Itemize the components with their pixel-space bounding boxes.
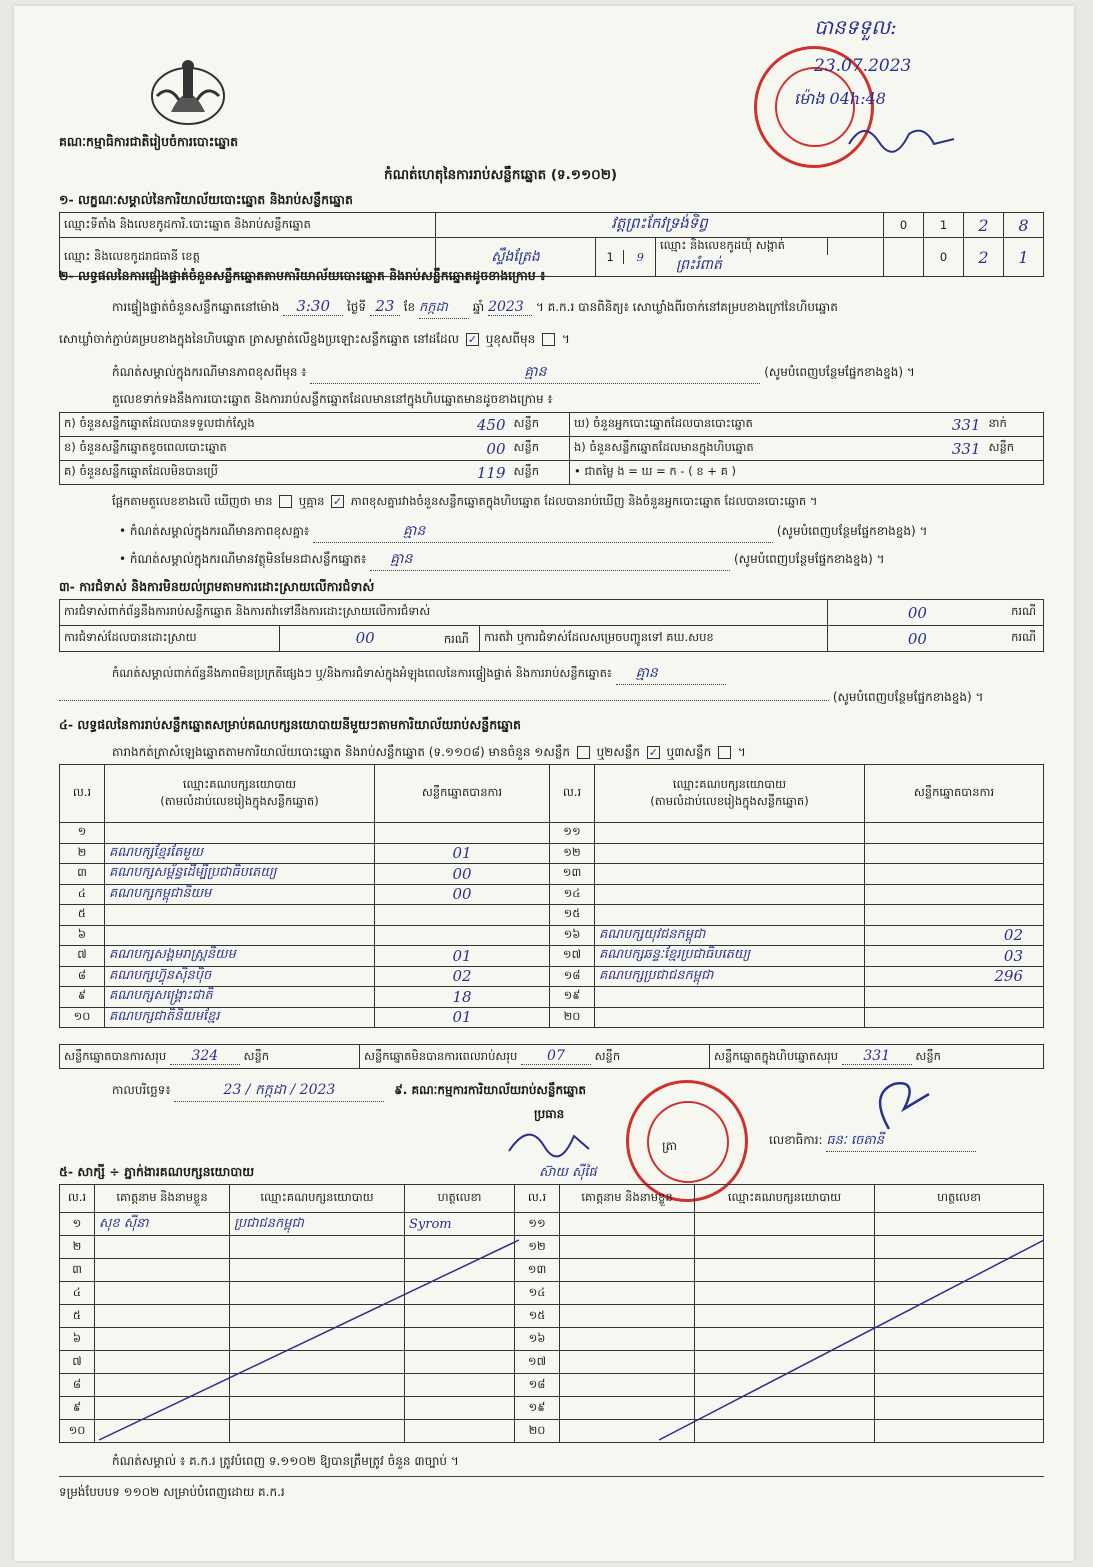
table-row <box>60 987 1044 1008</box>
compare-text-c: ភាពខុសគ្នារវាងចំនួនសន្លឹកឆ្នោតក្នុងហិបឆ្នោត ដែលបានរាប់ឃើញ និងចំនួនអ្នកបោះឆ្នោត ដែលបានបោះឆ្នោត ។ <box>350 494 818 508</box>
witness-no: ១១ <box>515 1213 560 1236</box>
commune-value: ព្រះរំពាត់ <box>676 257 722 273</box>
col-votes-left: សន្លឹកឆ្នោតបានការ <box>375 765 550 823</box>
party-results-table <box>59 764 1044 1028</box>
date-value: 23 / កក្កដា / 2023 <box>174 1080 384 1102</box>
party-no: ៨ <box>60 966 105 987</box>
one-sheet-checkbox[interactable] <box>577 746 590 759</box>
party-name <box>595 987 865 1008</box>
party-name <box>595 1007 865 1028</box>
witness-party: ប្រជាជនកម្ពុជា <box>230 1213 405 1236</box>
total-box-value: 331 <box>842 1048 912 1065</box>
party-votes <box>865 843 1044 864</box>
w-col-sign-left: ហត្ថលេខា <box>405 1185 515 1213</box>
party-no: ១២ <box>550 843 595 864</box>
witness-no: ១៦ <box>515 1328 560 1351</box>
party-no: ១០ <box>60 1007 105 1028</box>
verify-month: កក្កដា <box>419 299 469 319</box>
bullet2-label: • កំណត់សម្គាល់ក្នុងករណីមានវត្ថុមិនមែនជាសន្លឹកឆ្នោត៖ <box>119 552 367 566</box>
receipt-time: ម៉ោង 04h:48 <box>794 89 886 108</box>
w-col-no-left: ល.រ <box>60 1185 95 1213</box>
party-no: ៩ <box>60 987 105 1008</box>
difference-fill-hint: (សូមបំពេញបន្ថែមផ្នែកខាងខ្នង) ។ <box>764 365 915 379</box>
col-no-left: ល.រ <box>60 765 105 823</box>
witness-no: ១៣ <box>515 1259 560 1282</box>
party-votes <box>865 823 1044 844</box>
fig-c-label: គ) ចំនួនសន្លឹកឆ្នោតដែលមិនបានប្រើ <box>60 461 390 485</box>
sheet-count-line: តារាងកត់ត្រាសំឡេងឆ្នោតតាមការិយាល័យបោះឆ្នោត និងរាប់សន្លឹកឆ្នោត (ទ.១១០៨) មានចំនួន ១សន្លឹក ឬ២សន្លឹក ✓ ឬ៣សន្លឹក ។ <box>112 745 746 759</box>
table-row <box>60 905 1044 926</box>
party-name <box>595 864 865 885</box>
party-votes: 01 <box>375 946 550 967</box>
witness-no: ១៤ <box>515 1282 560 1305</box>
party-votes: 18 <box>375 987 550 1008</box>
secretary-label: លេខាធិការ: <box>769 1133 823 1147</box>
party-name <box>105 823 375 844</box>
different-checkbox[interactable] <box>542 333 555 346</box>
party-name <box>105 905 375 926</box>
bullet1-label: • កំណត់សម្គាល់ក្នុងករណីមានភាពខុសគ្នា៖ <box>119 524 310 538</box>
station-code-1: 0 <box>884 213 924 238</box>
witness-no: ១០ <box>60 1420 95 1443</box>
footer-rule <box>59 1476 1044 1477</box>
party-no: ១ <box>60 823 105 844</box>
three-sheets-checkbox[interactable] <box>718 746 731 759</box>
witness-no: ១៧ <box>515 1351 560 1374</box>
irregularity-note-label: កំណត់សម្គាល់ពាក់ព័ន្ធនឹងភាពមិនប្រក្រតីផ្សេងៗ ឬ/និងការជំទាស់ក្នុងអំឡុងពេលនៃការផ្ទៀងផ្ទាត់ និងការរាប់សន្លឹកឆ្នោត៖ <box>112 666 612 680</box>
section5-title: ៥- សាក្សី ÷ ភ្នាក់ងារគណបក្សនយោបាយ <box>59 1164 255 1179</box>
receiver-signature <box>844 114 964 167</box>
party-name <box>595 905 865 926</box>
party-name: គណបក្សសង្គមរាស្ត្រនិយម <box>105 946 375 967</box>
difference-note-value: គ្មាន <box>310 362 760 384</box>
date-label: កាលបរិច្ឆេទ៖ <box>112 1083 171 1097</box>
two-sheets-label: ឬ២សន្លឹក <box>596 745 641 759</box>
verify-time: 3:30 <box>283 297 343 316</box>
verify-text-d: ឆ្នាំ <box>472 300 485 314</box>
witness-no: ៩ <box>60 1397 95 1420</box>
province-code-2: 9 <box>636 250 644 264</box>
fig-e-label: ង) ចំនួនសន្លឹកឆ្នោតដែលមានក្នុងហិបឆ្នោត <box>570 437 900 461</box>
party-name: គណបក្សសម្ព័ន្ធដើម្បីប្រជាធិបតេយ្យ <box>105 864 375 885</box>
fig-formula: • ជាតម្លៃ ង = ឃ = ក - ( ខ + គ ) <box>570 461 1044 485</box>
party-no: ១៧ <box>550 946 595 967</box>
w-col-party-right: ឈ្មោះគណបក្សនយោបាយ <box>695 1185 875 1213</box>
party-votes <box>865 864 1044 885</box>
witness-no: ៧ <box>60 1351 95 1374</box>
bullet1-value: គ្មាន <box>313 521 773 543</box>
province-label: ឈ្មោះ និងលេខកូដរាជធានី ខេត្ត <box>60 238 436 277</box>
fig-a-label: ក) ចំនួនសន្លឹកឆ្នោតដែលបានទទួលជាក់ស្តែង <box>60 413 390 437</box>
w-col-sign-right: ហត្ថលេខា <box>875 1185 1044 1213</box>
difference-note-label: កំណត់សម្គាល់ក្នុងករណីមានភាពខុសពីមុន ៖ <box>112 365 307 379</box>
objections-unit: ករណី <box>1007 600 1043 626</box>
bullet2-value: គ្មាន <box>370 549 730 571</box>
party-votes: 01 <box>375 843 550 864</box>
witness-no: ២ <box>60 1236 95 1259</box>
party-no: ៤ <box>60 884 105 905</box>
party-no: ១៥ <box>550 905 595 926</box>
nec-emblem-icon <box>149 56 227 128</box>
col-party-sub-right: (តាមលំដាប់លេខរៀងក្នុងសន្លឹកឆ្នោត) <box>650 793 809 808</box>
verify-text-b: ថ្ងៃទី <box>347 300 367 314</box>
col-no-right: ល.រ <box>550 765 595 823</box>
doc-title: កំណត់ហេតុនៃការរាប់សន្លឹកឆ្នោត (ទ.១១០២) <box>384 167 618 183</box>
table-row <box>60 823 1044 844</box>
party-votes <box>865 884 1044 905</box>
commune-code-2: 2 <box>964 238 1004 277</box>
verify-text-c: ខែ <box>403 300 416 314</box>
fig-d-label: ឃ) ចំនួនអ្នកបោះឆ្នោតដែលបានបោះឆ្នោត <box>570 413 900 437</box>
irregularity-fill-hint: (សូមបំពេញបន្ថែមផ្នែកខាងខ្នង) ។ <box>832 690 984 704</box>
col-party-right: ឈ្មោះគណបក្សនយោបាយ <box>672 776 787 791</box>
difference-note-line <box>112 362 1042 384</box>
table-row <box>60 925 1044 946</box>
party-votes <box>375 925 550 946</box>
witness-no: ៤ <box>60 1282 95 1305</box>
party-no: ២ <box>60 843 105 864</box>
verification-line-2 <box>59 331 570 349</box>
has-difference-checkbox[interactable] <box>279 495 292 508</box>
table-row <box>60 884 1044 905</box>
total-valid-unit: សន្លឹក <box>243 1048 270 1063</box>
same-as-before-checkbox[interactable]: ✓ <box>467 333 478 346</box>
commune-code-1: 0 <box>924 238 964 277</box>
fig-a-unit: សន្លឹក <box>510 413 570 437</box>
fig-c-unit: សន្លឹក <box>510 461 570 485</box>
party-no: ៥ <box>60 905 105 926</box>
resolved-label: ការជំទាស់ដែលបានដោះស្រាយ <box>60 626 280 652</box>
chair-label: ប្រធាន <box>534 1107 565 1121</box>
total-valid-label: សន្លឹកឆ្នោតបានការសរុប <box>64 1048 167 1063</box>
irregularity-note <box>112 663 1042 685</box>
party-no: ១១ <box>550 823 595 844</box>
objections-value: 00 <box>827 600 1007 626</box>
witness-name: សុខ ស៊ីនា <box>95 1213 230 1236</box>
fig-b-unit: សន្លឹក <box>510 437 570 461</box>
total-invalid-value: 07 <box>521 1048 591 1065</box>
verify-text-2: សោឃ្លាំចាក់ភ្ជាប់គម្របខាងក្នុងនៃហិបឆ្នោត ត្រាសម្ងាត់លើខ្នងប្រឡោះសន្លឹកឆ្នោត នៅដដែល <box>59 332 460 346</box>
bullet1-hint: (សូមបំពេញបន្ថែមផ្នែកខាងខ្នង) ។ <box>776 524 928 538</box>
form-note: ទម្រង់បែបបទ ១១០២ សម្រាប់បំពេញដោយ គ.ក.រ <box>59 1485 285 1499</box>
secretary-line <box>769 1132 976 1152</box>
compare-text-b: ឬគ្មាន <box>298 494 325 508</box>
commune-code-3: 1 <box>1004 238 1044 277</box>
party-votes <box>375 905 550 926</box>
party-votes: 01 <box>375 1007 550 1028</box>
seal-label: ត្រា <box>662 1139 677 1153</box>
fig-c-value: 119 <box>390 461 510 485</box>
section1-title: ១- លក្ខណៈសម្គាល់នៃការិយាល័យបោះឆ្នោត និងរាប់សន្លឹកឆ្នោត <box>59 192 353 207</box>
party-votes: 03 <box>865 946 1044 967</box>
party-no: ៣ <box>60 864 105 885</box>
party-no: ១៩ <box>550 987 595 1008</box>
verify-text-tail: ។ <box>561 332 570 346</box>
footnote: កំណត់សម្គាល់ ៖ គ.ក.រ ត្រូវបំពេញ ទ.១១០២ ឱ្យបានត្រឹមត្រូវ ចំនួន ៣ច្បាប់ ។ <box>112 1454 459 1468</box>
fig-a-value: 450 <box>390 413 510 437</box>
w-col-name-left: គោត្តនាម និងនាមខ្លួន <box>95 1185 230 1213</box>
party-votes <box>865 987 1044 1008</box>
party-no: ៦ <box>60 925 105 946</box>
party-no: ១៦ <box>550 925 595 946</box>
figures-table <box>59 412 1044 485</box>
fig-b-value: 00 <box>390 437 510 461</box>
fig-e-value: 331 <box>900 437 985 461</box>
total-invalid-label: សន្លឹកឆ្នោតមិនបានការពេលរាប់សរុប <box>364 1048 518 1063</box>
section2-title: ២- លទ្ធផលនៃការផ្ទៀងផ្ទាត់ចំនួនសន្លឹកឆ្នោតតាមការិយាល័យបោះឆ្នោត និងរាប់សន្លឹកឆ្នោតដូចខាងក្រោម ៖ <box>59 268 546 283</box>
witness-no: ១៥ <box>515 1305 560 1328</box>
fig-d-unit: នាក់ <box>985 413 1044 437</box>
resolved-unit: ករណី <box>443 631 469 646</box>
secretary-name: ធនៈ ចេតានី <box>826 1132 976 1152</box>
station-name-value: វត្តព្រះកែវទ្រង់ទិព្វ <box>436 213 884 238</box>
witness-no: ៣ <box>60 1259 95 1282</box>
chair-signature <box>504 1121 594 1164</box>
party-no: ២០ <box>550 1007 595 1028</box>
w-col-no-right: ល.រ <box>515 1185 560 1213</box>
verify-day: 23 <box>370 297 400 316</box>
w-col-party-left: ឈ្មោះគណបក្សនយោបាយ <box>230 1185 405 1213</box>
table-row <box>60 946 1044 967</box>
witness-no: ១២ <box>515 1236 560 1259</box>
party-name: គណបក្សប្រជាជនកម្ពុជា <box>595 966 865 987</box>
party-votes: 296 <box>865 966 1044 987</box>
party-name <box>105 925 375 946</box>
no-difference-checkbox[interactable]: ✓ <box>333 495 343 508</box>
party-name: គណបក្សសង្គ្រោះជាតិ <box>105 987 375 1008</box>
witness-no: ១ <box>60 1213 95 1236</box>
witness-no: ៥ <box>60 1305 95 1328</box>
party-name: គណបក្សហ៊្វុនស៊ិនប៉ិច <box>105 966 375 987</box>
party-name: គណបក្សឆន្ទៈខ្មែរប្រជាធិបតេយ្យ <box>595 946 865 967</box>
party-votes: 02 <box>865 925 1044 946</box>
province-value: ស្ទឹងត្រែង <box>436 238 596 277</box>
party-no: ១៣ <box>550 864 595 885</box>
witness-no: ១៨ <box>515 1374 560 1397</box>
table-row <box>60 1007 1044 1028</box>
verify-text-alt: ឬខុសពីមុន <box>485 332 536 346</box>
bullet2-line <box>119 549 1039 571</box>
party-votes <box>375 823 550 844</box>
party-name: គណបក្សជាតិនិយមខ្មែរ <box>105 1007 375 1028</box>
party-name <box>595 823 865 844</box>
section3-title: ៣- ការជំទាស់ និងការមិនយល់ព្រមតាមការដោះស្រាយលើការជំទាស់ <box>59 579 375 594</box>
forwarded-label: ការតវ៉ា ឬការជំទាស់ដែលសម្រេចបញ្ជូនទៅ គឃ.សបខ <box>480 626 828 652</box>
objections-label: ការជំទាស់ពាក់ព័ន្ធនឹងការរាប់សន្លឹកឆ្នោត និងការតវ៉ាទៅនឹងការដោះស្រាយលើការជំទាស់ <box>60 600 828 626</box>
compare-text-a: ផ្អែកតាមតួលេខខាងលើ ឃើញថា មាន <box>112 494 273 508</box>
party-no: ១៨ <box>550 966 595 987</box>
station-code-3: 2 <box>964 213 1004 238</box>
verification-line-1 <box>112 297 1042 319</box>
org-name: គណៈកម្មាធិការជាតិរៀបចំការបោះឆ្នោត <box>59 134 239 149</box>
objections-table <box>59 599 1044 652</box>
total-box-unit: សន្លឹក <box>915 1048 941 1063</box>
forwarded-value: 00 <box>827 626 1007 652</box>
party-votes: 00 <box>375 884 550 905</box>
party-votes: 00 <box>375 864 550 885</box>
party-name <box>595 843 865 864</box>
sheet-count-text: តារាងកត់ត្រាសំឡេងឆ្នោតតាមការិយាល័យបោះឆ្នោត និងរាប់សន្លឹកឆ្នោត (ទ.១១០៨) មានចំនួន ១សន្លឹក <box>112 745 570 759</box>
bullet2-hint: (សូមបំពេញបន្ថែមផ្នែកខាងខ្នង) ។ <box>733 552 885 566</box>
section4-title: ៤- លទ្ធផលនៃការរាប់សន្លឹកឆ្នោតសម្រាប់គណបក្សនយោបាយនីមួយៗតាមការិយាល័យរាប់សន្លឹកឆ្នោត <box>59 717 521 732</box>
witness-no: ២០ <box>515 1420 560 1443</box>
secretary-signature <box>859 1074 939 1137</box>
party-name <box>595 884 865 905</box>
witness-no: ១៩ <box>515 1397 560 1420</box>
resolved-value: 00 <box>355 628 375 647</box>
fig-b-label: ខ) ចំនួនសន្លឹកឆ្នោតខូចពេលបោះឆ្នោត <box>60 437 390 461</box>
party-no: ៧ <box>60 946 105 967</box>
col-votes-right: សន្លឹកឆ្នោតបានការ <box>865 765 1044 823</box>
strike-lines <box>59 1212 1044 1444</box>
fig-d-value: 331 <box>900 413 985 437</box>
party-name: គណបក្សយុវជនកម្ពុជា <box>595 925 865 946</box>
irregularity-continuation <box>59 689 1044 707</box>
forwarded-unit: ករណី <box>1007 626 1043 652</box>
verify-text-e: ។ គ.ក.រ បានពិនិត្យ៖ សោឃ្លាំងពីរចាក់នៅគម្របខាងក្រៅនៃហិបឆ្នោត <box>535 300 838 314</box>
receipt-date: 23.07.2023 <box>814 56 912 76</box>
total-valid-value: 324 <box>170 1048 240 1065</box>
col-party-sub-left: (តាមលំដាប់លេខរៀងក្នុងសន្លឹកឆ្នោត) <box>160 793 319 808</box>
table-row <box>60 843 1044 864</box>
witness-no: ៨ <box>60 1374 95 1397</box>
bullet1-line <box>119 521 1039 543</box>
party-votes <box>865 905 1044 926</box>
witness-no: ៦ <box>60 1328 95 1351</box>
party-name: គណបក្សខ្មែរតែមួយ <box>105 843 375 864</box>
fig-e-unit: សន្លឹក <box>985 437 1044 461</box>
table-row <box>60 864 1044 885</box>
party-votes: 02 <box>375 966 550 987</box>
w-col-name-right: គោត្តនាម និងនាមខ្លួន <box>560 1185 695 1213</box>
three-sheets-label: ឬ៣សន្លឹក <box>666 745 712 759</box>
commune-label: ឈ្មោះ និងលេខកូដឃុំ សង្កាត់ <box>656 238 828 255</box>
receipt-note: បានទទួល: <box>814 15 897 39</box>
station-name-label: ឈ្មោះទីតាំង និងលេខកូដការិ.បោះឆ្នោត និងរាប់សន្លឹកឆ្នោត <box>60 213 436 238</box>
chair-name: ស៊ាយ ស៊ីផៃ <box>539 1165 597 1180</box>
compare-line <box>112 494 817 511</box>
province-code-1: 1 <box>598 250 624 264</box>
total-invalid-unit: សន្លឹក <box>594 1048 621 1063</box>
party-votes <box>865 1007 1044 1028</box>
station-code-2: 1 <box>924 213 964 238</box>
date-line <box>112 1080 586 1102</box>
list-intro: តួលេខទាក់ទងនឹងការបោះឆ្នោត និងការរាប់សន្លឹកឆ្នោតដែលមាននៅក្នុងហិបឆ្នោតមានដូចខាងក្រោម ៖ <box>112 392 553 406</box>
col-party-left: ឈ្មោះគណបក្សនយោបាយ <box>182 776 297 791</box>
two-sheets-checkbox[interactable]: ✓ <box>648 746 658 759</box>
verify-year: 2023 <box>488 299 532 316</box>
committee-label: ៩. គណៈកម្មការការិយាល័យរាប់សន្លឹកឆ្នោត <box>394 1083 586 1097</box>
totals-table <box>59 1044 1044 1069</box>
party-no: ១៤ <box>550 884 595 905</box>
table-row <box>60 966 1044 987</box>
witness-signature: Syrom <box>405 1213 515 1236</box>
station-code-4: 8 <box>1004 213 1044 238</box>
total-box-label: សន្លឹកឆ្នោតក្នុងហិបឆ្នោតសរុប <box>714 1048 839 1063</box>
verify-text-a: ការផ្ទៀងផ្ទាត់ចំនួនសន្លឹកឆ្នោតនៅម៉ោង <box>112 300 280 314</box>
document-page <box>14 6 1074 1561</box>
party-name: គណបក្សកម្ពុជានិយម <box>105 884 375 905</box>
irregularity-note-value: គ្មាន <box>616 663 726 685</box>
